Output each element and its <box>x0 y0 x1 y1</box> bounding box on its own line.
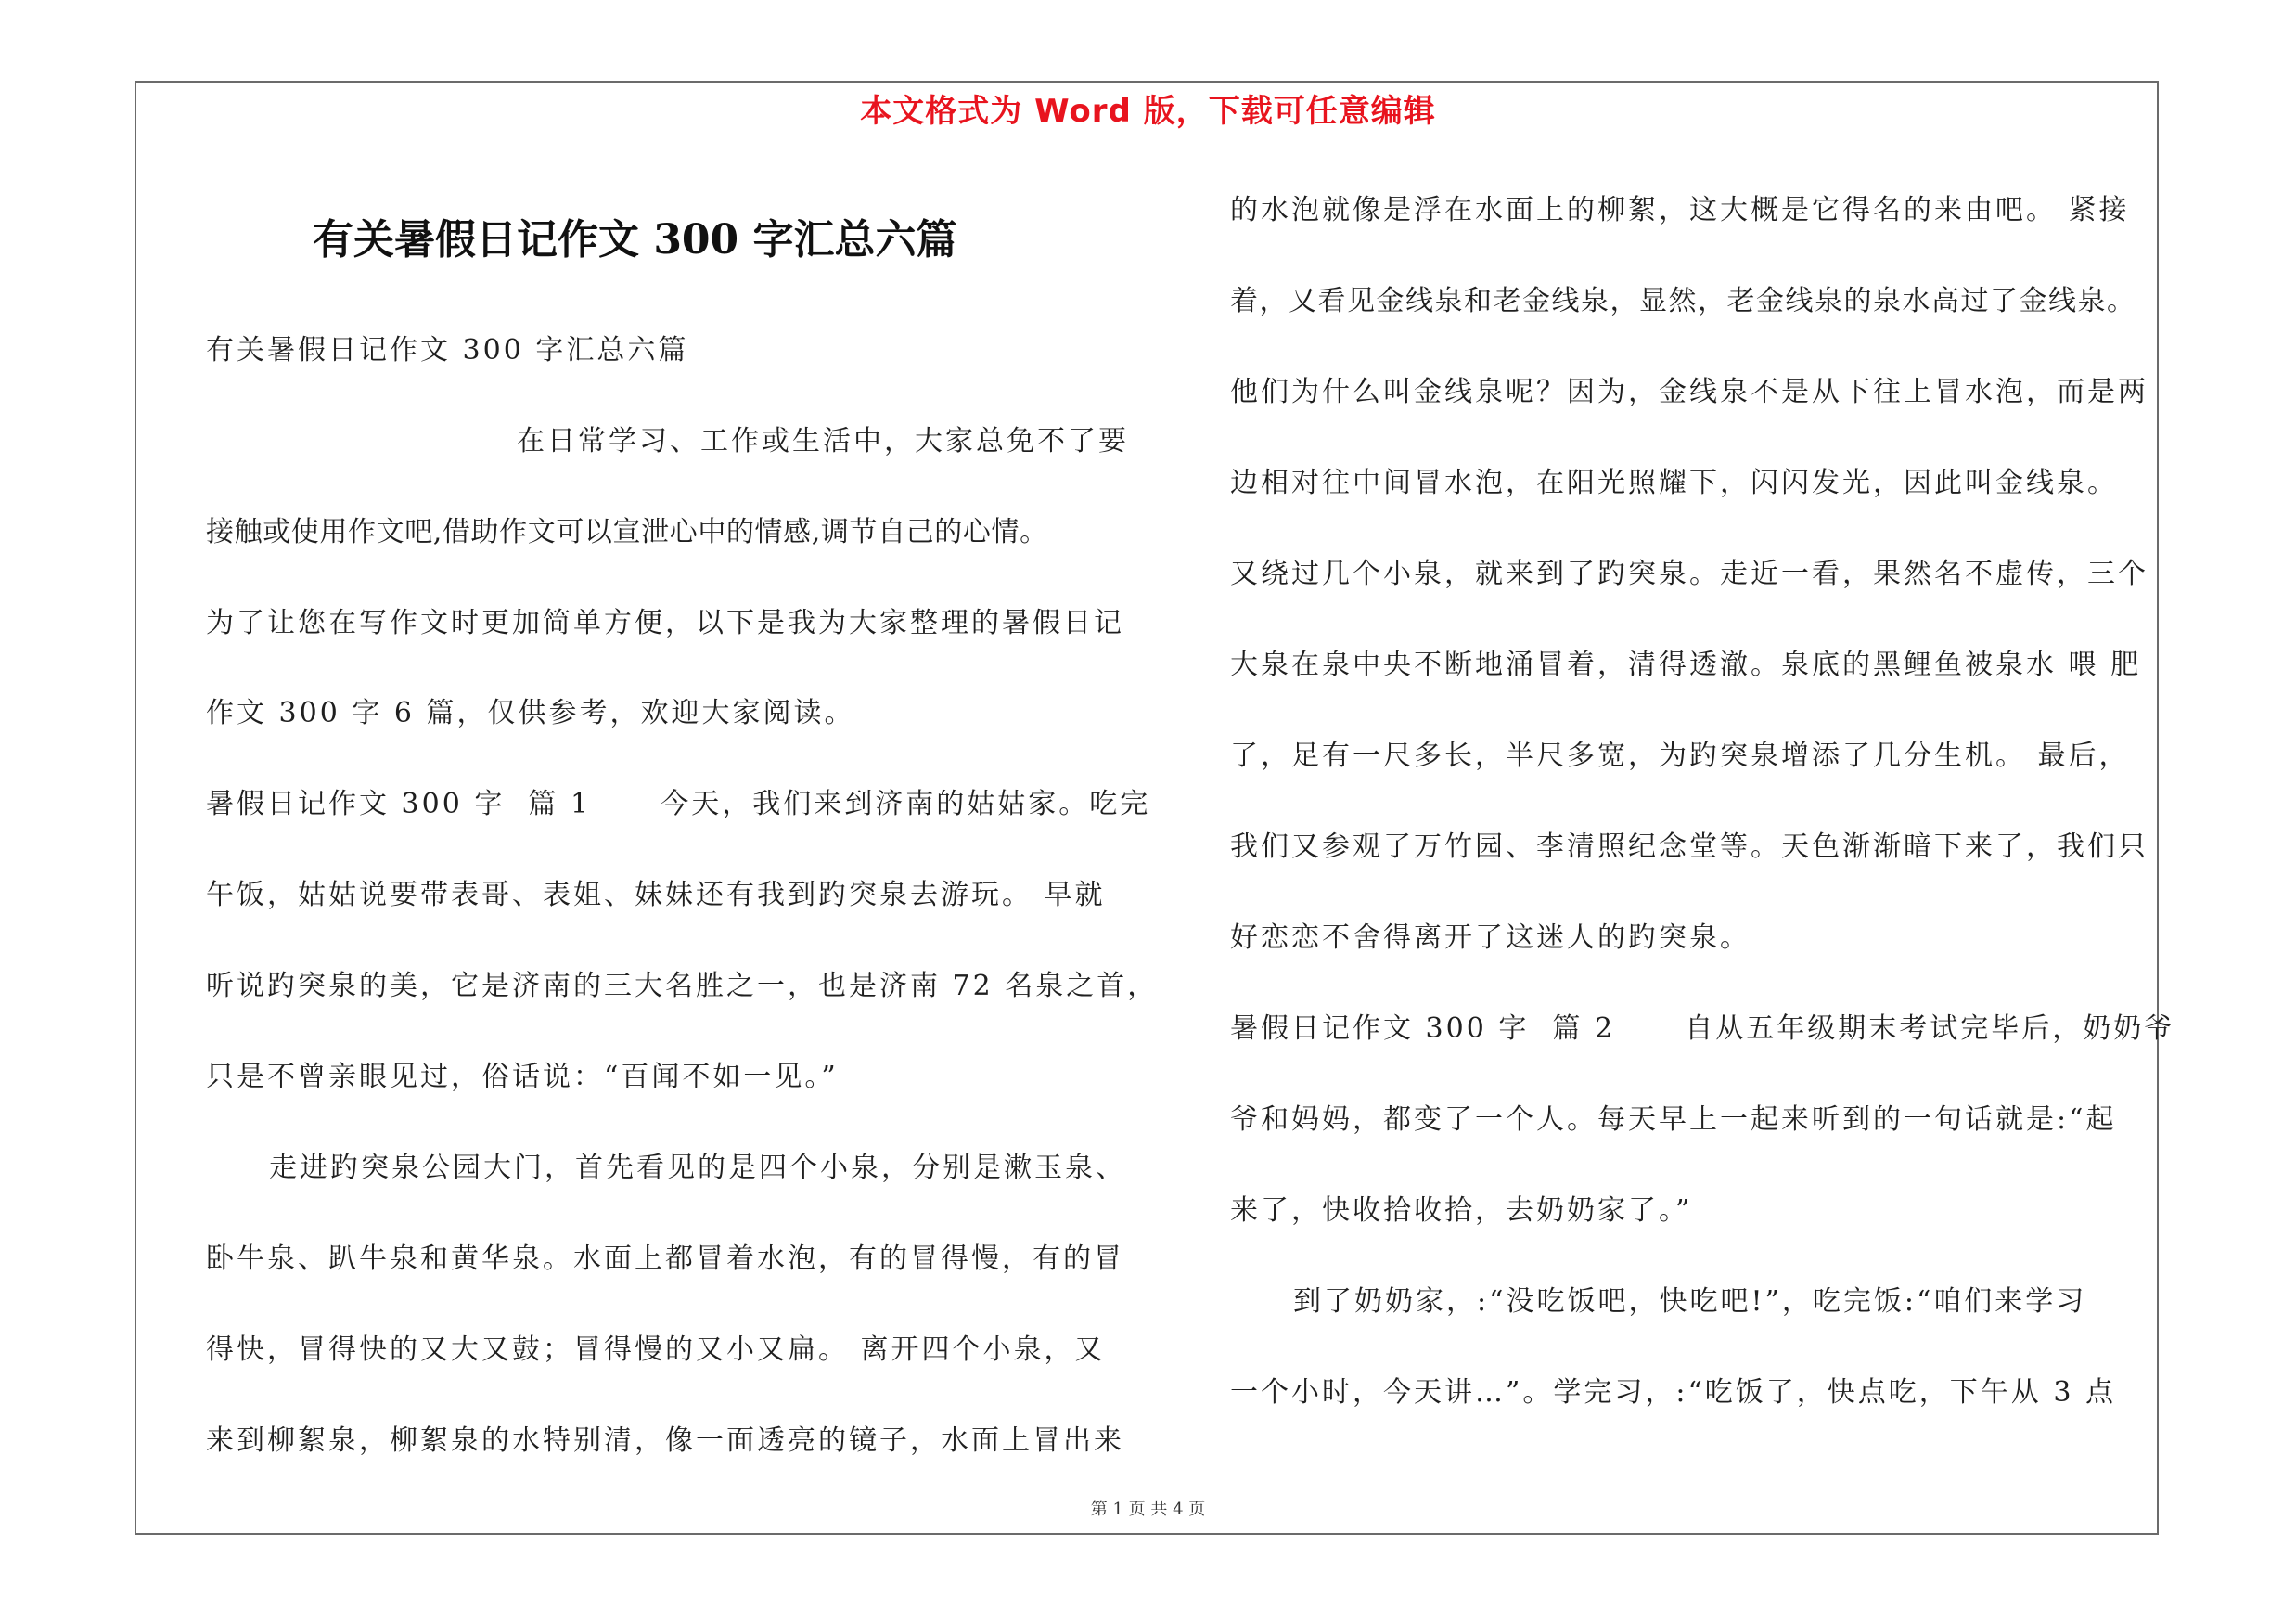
format-banner: 本文格式为 Word 版，下载可任意编辑 <box>860 93 1436 130</box>
left-line: 作文 300 字 6 篇，仅供参考，欢迎大家阅读。 <box>206 697 855 729</box>
right-line: 他们为什么叫金线泉呢？因为，金线泉不是从下往上冒水泡，而是两 <box>1230 376 2148 408</box>
left-line: 卧牛泉、趴牛泉和黄华泉。水面上都冒着水泡，有的冒得慢，有的冒 <box>206 1243 1124 1275</box>
right-line: 又绕过几个小泉，就来到了趵突泉。走近一看，果然名不虚传，三个 <box>1230 558 2148 590</box>
right-line: 来了，快收拾收拾，去奶奶家了。” <box>1230 1194 1693 1227</box>
page-footer: 第 1 页 共 4 页 <box>1090 1500 1206 1519</box>
right-line: 了，足有一尺多长，半尺多宽，为趵突泉增添了几分生机。 最后， <box>1230 740 2130 772</box>
right-line: 好恋恋不舍得离开了这迷人的趵突泉。 <box>1230 921 1751 954</box>
right-line: 爷和妈妈，都变了一个人。每天早上一起来听到的一句话就是:“起 <box>1230 1103 2117 1136</box>
right-line: 着，又看见金线泉和老金线泉，显然，老金线泉的泉水高过了金线泉。 <box>1230 285 2136 317</box>
left-line: 午饭，姑姑说要带表哥、表姐、妹妹还有我到趵突泉去游玩。 早就 <box>206 879 1106 911</box>
right-line: 的水泡就像是浮在水面上的柳絮，这大概是它得名的来由吧。 紧接 <box>1230 194 2130 226</box>
right-line: 暑假日记作文 300 字 篇 2 自从五年级期末考试完毕后，奶奶爷 <box>1230 1012 2175 1045</box>
left-line: 走进趵突泉公园大门，首先看见的是四个小泉，分别是漱玉泉、 <box>269 1152 1126 1184</box>
right-line: 边相对往中间冒水泡，在阳光照耀下，闪闪发光，因此叫金线泉。 <box>1230 467 2118 499</box>
left-line: 得快，冒得快的又大又鼓；冒得慢的又小又扁。 离开四个小泉，又 <box>206 1333 1106 1366</box>
left-line: 在日常学习、工作或生活中，大家总免不了要 <box>517 425 1129 457</box>
right-line: 大泉在泉中央不断地涌冒着，清得透澈。泉底的黑鲤鱼被泉水 喂 肥 <box>1230 649 2142 681</box>
left-line: 为了让您在写作文时更加简单方便，以下是我为大家整理的暑假日记 <box>206 607 1124 639</box>
right-line: 一个小时，今天讲…”。学完习，:“吃饭了，快点吃，下午从 3 点 <box>1230 1376 2116 1409</box>
left-line: 暑假日记作文 300 字 篇 1 今天，我们来到济南的姑姑家。吃完 <box>206 788 1151 820</box>
left-line: 有关暑假日记作文 300 字汇总六篇 <box>206 334 689 367</box>
right-line: 我们又参观了万竹园、李清照纪念堂等。天色渐渐暗下来了，我们只 <box>1230 831 2148 863</box>
left-line: 只是不曾亲眼见过，俗话说：“百闻不如一见。” <box>206 1061 839 1093</box>
right-line: 到了奶奶家，:“没吃饭吧，快吃吧!”，吃完饭:“咱们来学习 <box>1293 1285 2087 1318</box>
left-line: 听说趵突泉的美，它是济南的三大名胜之一，也是济南 72 名泉之首， <box>206 970 1159 1002</box>
left-line: 来到柳絮泉，柳絮泉的水特别清，像一面透亮的镜子，水面上冒出来 <box>206 1424 1124 1457</box>
left-line: 接触或使用作文吧,借助作文可以宣泄心中的情感,调节自己的心情。 <box>206 516 1048 548</box>
document-title: 有关暑假日记作文 300 字汇总六篇 <box>313 216 957 264</box>
